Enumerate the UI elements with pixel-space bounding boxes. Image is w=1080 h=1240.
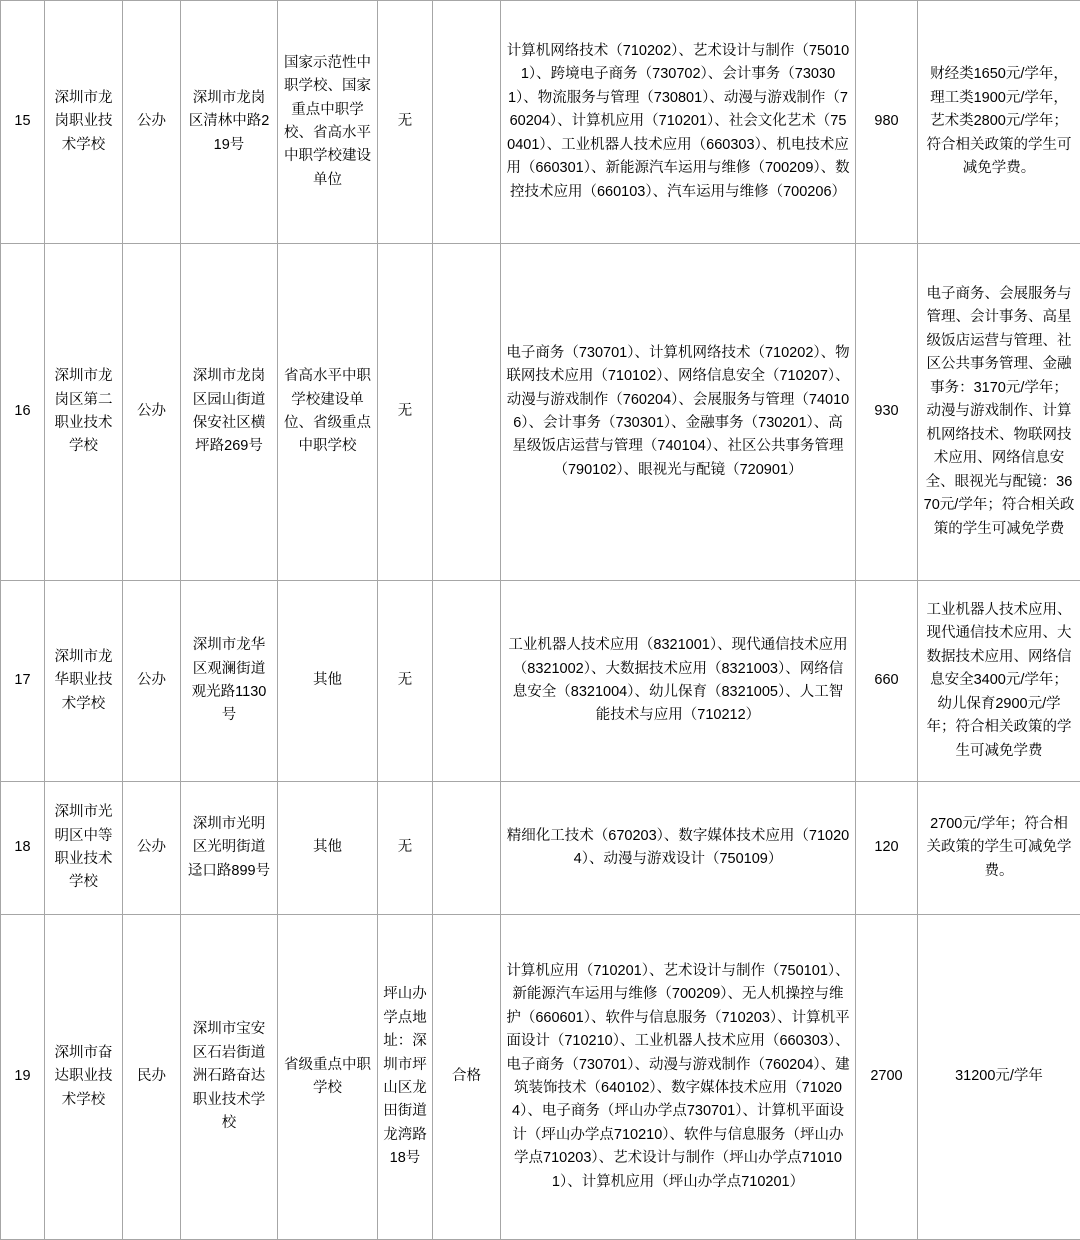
table-body: [1, 1, 1080, 1240]
table-row: [1, 782, 1080, 915]
school-honor: 国家示范性中职学校、国家重点中职学校、省高水平中职学校建设单位: [278, 1, 378, 244]
school-type: 公办: [123, 244, 181, 581]
school-type: 公办: [123, 581, 181, 782]
school-honor: 其他: [278, 782, 378, 915]
school-address: 深圳市龙华区观澜街道观光路1130号: [181, 581, 278, 782]
school-honor: 其他: [278, 581, 378, 782]
evaluation-result: [433, 782, 501, 915]
row-index: 16: [1, 244, 45, 581]
row-index: 17: [1, 581, 45, 782]
school-branch: 坪山办学点地址：深圳市坪山区龙田街道龙湾路18号: [378, 915, 433, 1240]
school-name: 深圳市龙华职业技术学校: [45, 581, 123, 782]
tuition-standard: 2700元/学年；符合相关政策的学生可减免学费。: [918, 782, 1080, 915]
school-branch: 无: [378, 782, 433, 915]
school-address: 深圳市龙岗区清林中路219号: [181, 1, 278, 244]
school-branch: 无: [378, 581, 433, 782]
school-type: 公办: [123, 782, 181, 915]
school-name: 深圳市奋达职业技术学校: [45, 915, 123, 1240]
evaluation-result: [433, 581, 501, 782]
tuition-standard: 财经类1650元/学年，理工类1900元/学年，艺术类2800元/学年；符合相关政策的学生可减免学费。: [918, 1, 1080, 244]
enrollment-plan: 930: [856, 244, 918, 581]
evaluation-result: 合格: [433, 915, 501, 1240]
tuition-standard: 31200元/学年: [918, 915, 1080, 1240]
school-branch: 无: [378, 1, 433, 244]
school-name: 深圳市光明区中等职业技术学校: [45, 782, 123, 915]
school-address: 深圳市龙岗区园山街道保安社区横坪路269号: [181, 244, 278, 581]
school-name: 深圳市龙岗区第二职业技术学校: [45, 244, 123, 581]
table-row: [1, 581, 1080, 782]
table-row: [1, 1, 1080, 244]
tuition-standard: 工业机器人技术应用、现代通信技术应用、大数据技术应用、网络信息安全3400元/学年；幼儿保育2900元/学年；符合相关政策的学生可减免学费: [918, 581, 1080, 782]
school-name: 深圳市龙岗职业技术学校: [45, 1, 123, 244]
school-honor: 省级重点中职学校: [278, 915, 378, 1240]
school-branch: 无: [378, 244, 433, 581]
tuition-standard: 电子商务、会展服务与管理、会计事务、高星级饭店运营与管理、社区公共事务管理、金融事务：3170元/学年；动漫与游戏制作、计算机网络技术、物联网技术应用、网络信息安全、眼视光与配镜：3670元/学年；符合相关政策的学生可减免学费: [918, 244, 1080, 581]
school-majors: 精细化工技术（670203）、数字媒体技术应用（710204）、动漫与游戏设计（750109）: [501, 782, 856, 915]
enrollment-plan: 2700: [856, 915, 918, 1240]
school-majors: 电子商务（730701）、计算机网络技术（710202）、物联网技术应用（710102）、网络信息安全（710207）、动漫与游戏制作（760204）、会展服务与管理（740106）、会计事务（730301）、金融事务（730201）、高星级饭店运营与管理（740104）、社区公共事务管理（790102）、眼视光与配镜（720901）: [501, 244, 856, 581]
evaluation-result: [433, 244, 501, 581]
row-index: 18: [1, 782, 45, 915]
school-majors: 计算机应用（710201）、艺术设计与制作（750101）、新能源汽车运用与维修（700209）、无人机操控与维护（660601）、软件与信息服务（710203）、计算机平面设计（710210）、工业机器人技术应用（660303）、电子商务（730701）、动漫与游戏制作（760204）、建筑装饰技术（640102）、数字媒体技术应用（710204）、电子商务（坪山办学点730701）、计算机平面设计（坪山办学点710210）、软件与信息服务（坪山办学点710203）、艺术设计与制作（坪山办学点710101）、计算机应用（坪山办学点710201）: [501, 915, 856, 1240]
school-type: 民办: [123, 915, 181, 1240]
school-type: 公办: [123, 1, 181, 244]
enrollment-plan: 660: [856, 581, 918, 782]
school-majors: 工业机器人技术应用（8321001）、现代通信技术应用（8321002）、大数据技术应用（8321003）、网络信息安全（8321004）、幼儿保育（8321005）、人工智能技术与应用（710212）: [501, 581, 856, 782]
enrollment-plan: 980: [856, 1, 918, 244]
school-address: 深圳市宝安区石岩街道洲石路奋达职业技术学校: [181, 915, 278, 1240]
table-row: [1, 244, 1080, 581]
table-row: [1, 915, 1080, 1240]
enrollment-plan: 120: [856, 782, 918, 915]
school-honor: 省高水平中职学校建设单位、省级重点中职学校: [278, 244, 378, 581]
school-majors: 计算机网络技术（710202）、艺术设计与制作（750101）、跨境电子商务（730702）、会计事务（730301）、物流服务与管理（730801）、动漫与游戏制作（760204）、计算机应用（710201）、社会文化艺术（750401）、工业机器人技术应用（660303）、机电技术应用（660301）、新能源汽车运用与维修（700209）、数控技术应用（660103）、汽车运用与维修（700206）: [501, 1, 856, 244]
evaluation-result: [433, 1, 501, 244]
school-address: 深圳市光明区光明街道迳口路899号: [181, 782, 278, 915]
row-index: 19: [1, 915, 45, 1240]
row-index: 15: [1, 1, 45, 244]
